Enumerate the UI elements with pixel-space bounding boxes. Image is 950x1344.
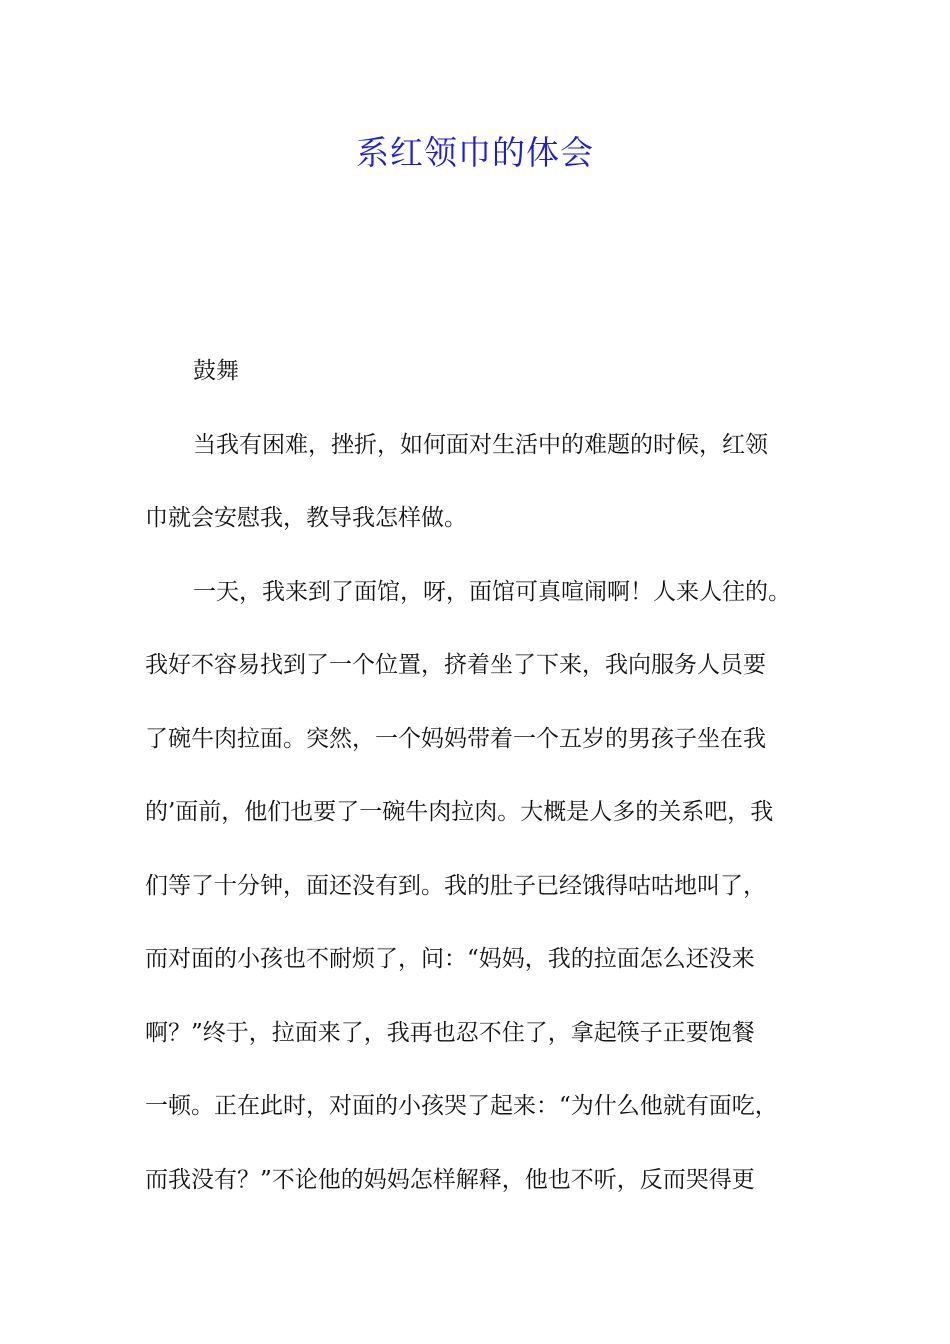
- document-body: [145, 335, 825, 1217]
- paragraph-line: 的’面前，他们也要了一碗牛肉拉肉。大概是人多的关系吧，我: [145, 799, 774, 825]
- paragraph-line: 当我有困难，挫折，如何面对生活中的难题的时候，红领: [193, 431, 768, 458]
- paragraph-line: 一天，我来到了面馆，呀，面馆可真喧闹啊！人来人往的。: [193, 578, 791, 605]
- paragraph-line: 鼓舞: [193, 358, 239, 384]
- paragraph-line: 我好不容易找到了一个位置，挤着坐了下来，我向服务人员要: [145, 652, 766, 678]
- paragraph-line: 一顿。正在此时，对面的小孩哭了起来：“为什么他就有面吃，: [145, 1093, 778, 1119]
- paragraph-line: 巾就会安慰我，教导我怎样做。: [145, 505, 467, 531]
- document-title: 系红领巾的体会: [356, 133, 594, 172]
- paragraph-line: 而对面的小孩也不耐烦了，问：“妈妈，我的拉面怎么还没来: [145, 946, 755, 972]
- paragraph-line: 啊？”终于，拉面来了，我再也忍不住了，拿起筷子正要饱餐: [145, 1019, 755, 1046]
- paragraph-line: 们等了十分钟，面还没有到。我的肚子已经饿得咕咕地叫了，: [145, 872, 766, 899]
- paragraph-line: 了碗牛肉拉面。突然，一个妈妈带着一个五岁的男孩子坐在我: [145, 725, 766, 752]
- paragraph-line: 而我没有？”不论他的妈妈怎样解释，他也不听，反而哭得更: [145, 1166, 755, 1193]
